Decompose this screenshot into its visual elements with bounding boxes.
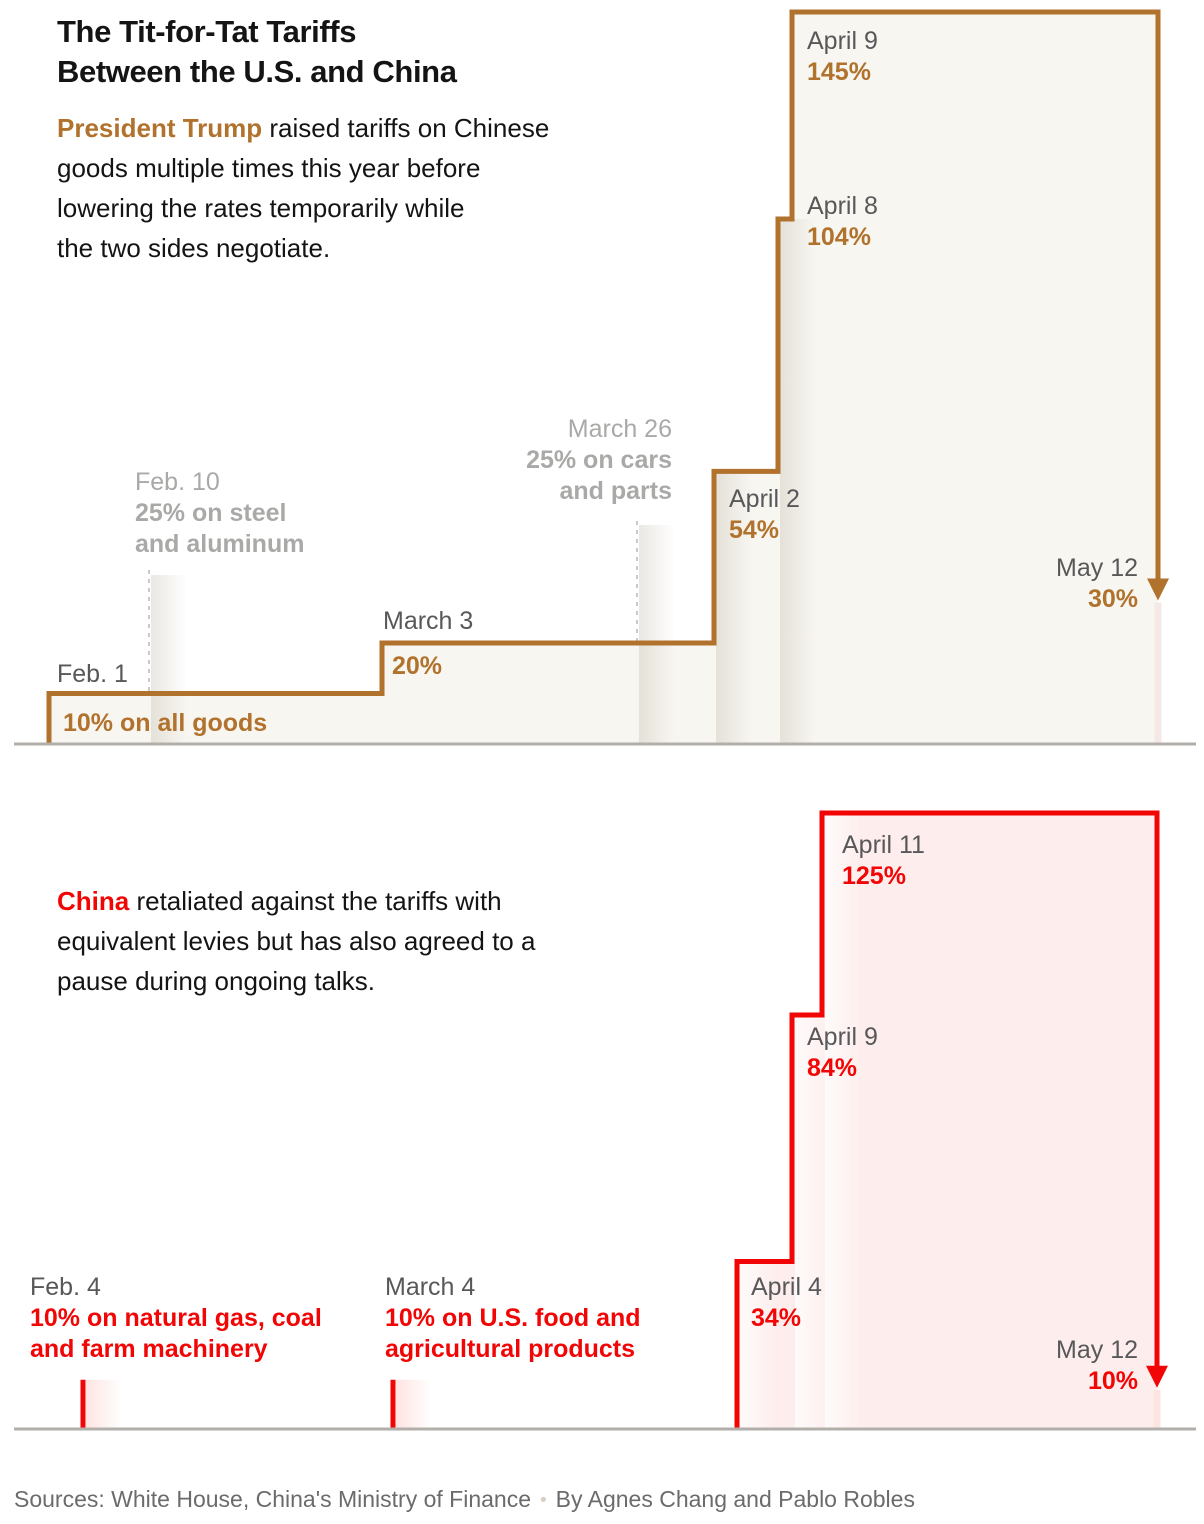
china-intro-line-2: equivalent levies but has also agreed to a	[57, 926, 536, 956]
cn-feb4-note-line-1: 10% on natural gas, coal	[30, 1304, 322, 1332]
sources-text: Sources: White House, China's Ministry of Finance	[14, 1486, 531, 1512]
us-intro-line-3: lowering the rates temporarily while	[57, 193, 465, 223]
cn-mar4-date-label: March 4	[385, 1273, 476, 1301]
us-apr8-value-label: 104%	[807, 223, 871, 251]
cn-mar4-annotation	[385, 1272, 641, 1365]
cn-feb4-annotation	[30, 1272, 322, 1365]
cn-apr4-date-label: April 4	[751, 1273, 822, 1301]
us-feb1-date-label: Feb. 1	[57, 660, 128, 688]
cn-may12-value-label: 10%	[1087, 1367, 1138, 1395]
cn-apr4-value-label: 34%	[751, 1304, 802, 1332]
us-intro-line-4: the two sides negotiate.	[57, 233, 331, 263]
us-intro-lead: President Trump	[57, 113, 263, 143]
cn-feb4-date-label: Feb. 4	[30, 1273, 101, 1301]
us-feb10-note-line-2: and aluminum	[135, 530, 305, 558]
us-mar26-date-label: March 26	[567, 415, 672, 443]
us-feb1-value-label: 10% on all goods	[63, 709, 268, 737]
us-mar3-value-label: 20%	[392, 652, 443, 680]
us-intro-line-1-rest: raised tariffs on Chinese	[262, 113, 550, 143]
us-feb10-date-label: Feb. 10	[135, 468, 220, 496]
us-event-band	[639, 525, 675, 744]
us-mar26-note-line-1: 25% on cars	[526, 446, 672, 474]
us-intro-line-2: goods multiple times this year before	[57, 153, 481, 183]
title-line-2: Between the U.S. and China	[57, 54, 457, 89]
us-may12-date-label: May 12	[1056, 554, 1138, 582]
us-apr9-value-label: 145%	[807, 58, 871, 86]
us-apr2-value-label: 54%	[729, 516, 780, 544]
cn-apr9-date-label: April 9	[807, 1023, 878, 1051]
us-apr9-date-label: April 9	[807, 27, 878, 55]
cn-event-band	[825, 813, 861, 1429]
cn-apr9-value-label: 84%	[807, 1054, 858, 1082]
us-feb10-note-line-1: 25% on steel	[135, 499, 287, 527]
cn-event-band	[396, 1380, 432, 1429]
us-mar26-note-line-2: and parts	[559, 477, 672, 505]
us-intro-line-1	[57, 108, 549, 148]
us-mar26-annotation	[526, 414, 672, 507]
us-may12-value-label: 30%	[1087, 585, 1138, 613]
china-intro-paragraph	[57, 881, 535, 1001]
us-apr8-date-label: April 8	[807, 192, 878, 220]
china-intro-line-1-rest: retaliated against the tariffs with	[129, 886, 502, 916]
us-under-arrow-trace	[1155, 603, 1162, 744]
cn-mar4-note-line-1: 10% on U.S. food and	[385, 1304, 641, 1332]
cn-under-arrow-trace	[1154, 1390, 1161, 1429]
china-intro-lead: China	[57, 886, 130, 916]
cn-may12-date-label: May 12	[1056, 1336, 1138, 1364]
us-intro-paragraph	[57, 108, 549, 268]
cn-feb4-note-line-2: and farm machinery	[30, 1335, 268, 1363]
china-intro-line-1	[57, 881, 535, 921]
us-mar3-date-label: March 3	[383, 607, 474, 635]
us-event-band	[780, 219, 816, 744]
title-line-1: The Tit-for-Tat Tariffs	[57, 14, 357, 49]
separator-dot: •	[539, 1490, 547, 1511]
cn-apr11-date-label: April 11	[842, 831, 925, 859]
footer	[14, 1486, 915, 1513]
us-apr2-date-label: April 2	[729, 485, 800, 513]
cn-event-band	[86, 1380, 122, 1429]
page-title	[57, 12, 457, 92]
us-feb10-annotation	[135, 467, 304, 560]
byline-text: By Agnes Chang and Pablo Robles	[555, 1486, 915, 1512]
cn-apr11-value-label: 125%	[842, 862, 906, 890]
china-intro-line-3: pause during ongoing talks.	[57, 966, 376, 996]
cn-mar4-note-line-2: agricultural products	[385, 1335, 636, 1363]
